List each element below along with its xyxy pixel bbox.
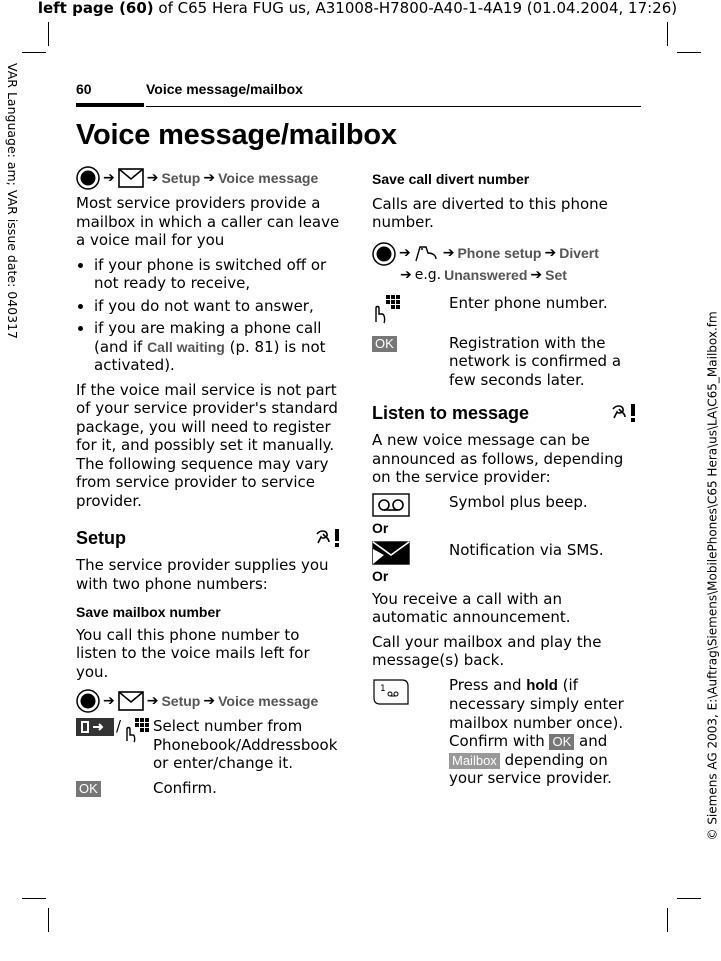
setup-heading [76, 528, 344, 548]
page-title: Voice message/mailbox [76, 119, 397, 151]
list-item [94, 319, 344, 375]
instruction-text: Select number from Phonebook/Addressbook or enter/change it. [153, 717, 338, 772]
divert-heading: Save call divert number [372, 171, 530, 187]
instruction-row [76, 717, 344, 773]
doc-info: of C65 Hera FUG us, A31008-H7800-A40-1-4A19 (01.04.2004, 17:26) [153, 0, 678, 17]
instruction-key [372, 676, 449, 788]
save-mailbox-heading: Save mailbox number [76, 604, 221, 620]
call-mailbox-text: Call your mailbox and play the message(s) back. [372, 632, 602, 669]
ok-key: OK [372, 336, 397, 352]
or-label: Or [372, 519, 389, 536]
instruction-row [76, 779, 344, 798]
menu-item: Unanswered [444, 267, 528, 284]
instruction-text: Enter phone number. [449, 293, 608, 312]
list-item: • if your phone is switched off or not ready to receive, [94, 256, 344, 293]
instruction-row [372, 294, 640, 324]
instruction-row [372, 334, 640, 390]
running-header: Voice message/mailbox [146, 81, 303, 97]
left-column [76, 166, 344, 803]
arrow-icon: ➔ [442, 245, 455, 262]
hold-term: hold [526, 676, 558, 694]
menu-item: Voice message [218, 692, 319, 709]
arrow-icon: ➔ [146, 169, 159, 186]
keypad-icon [123, 717, 149, 743]
listen-heading [372, 403, 640, 423]
ok-key: OK [76, 781, 101, 797]
menu-path-continued [372, 266, 640, 286]
menu-item: Voice message [218, 169, 319, 186]
header-rule [146, 106, 641, 107]
sms-envelope-icon [372, 541, 449, 565]
list-item: • if you do not want to answer, [94, 297, 344, 316]
nav-key-icon [76, 689, 100, 713]
instruction-text: Symbol plus beep. [449, 492, 588, 511]
slash-separator: / [116, 717, 122, 735]
page-ref: left page (60) [37, 0, 154, 17]
arrow-icon: ➔ [203, 169, 216, 186]
arrow-icon: ➔ [103, 692, 115, 709]
provider-service-icon [610, 403, 640, 423]
arrow-icon: ➔ [544, 245, 557, 262]
mailbox-softkey: Mailbox [449, 753, 500, 769]
listen-text: A new voice message can be announced as follows, depending on the service provider: [372, 431, 624, 486]
instruction-text: Confirm. [153, 778, 217, 797]
instruction-key [76, 779, 153, 798]
menu-item: Setup [161, 169, 201, 186]
menu-path [76, 166, 344, 190]
provider-service-icon [314, 528, 344, 548]
instruction-text [449, 676, 640, 788]
phonebook-key-icon [76, 717, 114, 739]
instruction-text: Registration with the network is confirmed a few seconds later. [449, 333, 622, 389]
menu-item: Set [545, 267, 567, 284]
instruction-key [76, 717, 153, 773]
ok-key: OK [549, 734, 574, 750]
menu-item: Phone setup [457, 245, 542, 262]
crop-mark [677, 898, 701, 899]
menu-term: Call waiting [147, 338, 225, 355]
instruction-key [372, 493, 449, 517]
menu-path [76, 689, 344, 713]
intro-text: Most service providers provide a mailbox in which a caller can leave a voice mail for you [76, 194, 340, 249]
instruction-key [372, 294, 449, 324]
arrow-icon: ➔ [399, 245, 411, 262]
call-announcement-text: You receive a call with an automatic announcement. [372, 589, 571, 626]
envelope-icon [118, 168, 144, 188]
heading-text: Setup [76, 527, 127, 548]
voicemail-icon [372, 493, 449, 517]
text-segment: (if necessary simply enter mailbox number once). Confirm with [449, 675, 624, 750]
instruction-row [372, 493, 640, 517]
header-rule-thick [76, 103, 144, 107]
save-mailbox-text: You call this phone number to listen to the voice mails left for you. [76, 625, 310, 681]
text-segment: depending on your service provider. [449, 750, 612, 787]
side-note-right: © Siemens AG 2003, E:\Auftrag\Siemens\MobilePhones\C65 Hera\us\LA\C65_Mailbox.fm [705, 311, 720, 841]
envelope-icon [118, 691, 144, 711]
top-info-line [0, 0, 715, 16]
bullet-list [76, 256, 344, 375]
crop-mark [667, 908, 668, 932]
instruction-key [372, 334, 449, 390]
menu-path [372, 242, 640, 266]
crop-mark [48, 908, 49, 932]
setup-text: The service provider supplies you with two phone numbers: [76, 556, 329, 593]
eg-label: e.g. [414, 267, 442, 284]
text-segment: Press and [449, 675, 527, 694]
crop-mark [48, 22, 49, 46]
instruction-text: Notification via SMS. [449, 541, 604, 559]
text-segment: and [574, 732, 608, 750]
heading-text: Listen to message [372, 402, 530, 423]
right-column [372, 166, 640, 794]
register-text: If the voice mail service is not part of your service provider's standard package, you will need to register for it, and possibly set it manually. The following sequence may vary from service provider to service provider. [76, 380, 338, 510]
key-1-icon [372, 676, 449, 706]
crop-mark [22, 52, 46, 53]
instruction-key [372, 541, 449, 565]
or-label: Or [372, 568, 389, 584]
phone-setup-icon [414, 243, 440, 265]
crop-mark [22, 898, 46, 899]
divert-text: Calls are diverted to this phone number. [372, 194, 608, 231]
nav-key-icon [76, 166, 100, 190]
keypad-icon [372, 294, 449, 324]
instruction-row [372, 676, 640, 788]
arrow-icon: ➔ [400, 267, 412, 284]
arrow-icon: ➔ [103, 169, 115, 186]
crop-mark [667, 22, 668, 46]
list-item-text: if you are making a phone call (and if [94, 319, 322, 356]
svg-text:1: 1 [380, 683, 386, 694]
side-note-left: VAR Language: am; VAR issue date: 040317 [5, 63, 20, 339]
list-item-text: (p. 81) is not activated). [94, 337, 326, 374]
nav-key-icon [372, 242, 396, 266]
menu-item: Divert [559, 245, 599, 262]
arrow-icon: ➔ [146, 692, 159, 709]
page-number: 60 [76, 81, 92, 97]
arrow-icon: ➔ [530, 267, 543, 284]
instruction-row [372, 541, 640, 565]
menu-item: Setup [161, 692, 201, 709]
arrow-icon: ➔ [203, 692, 216, 709]
crop-mark [677, 52, 701, 53]
